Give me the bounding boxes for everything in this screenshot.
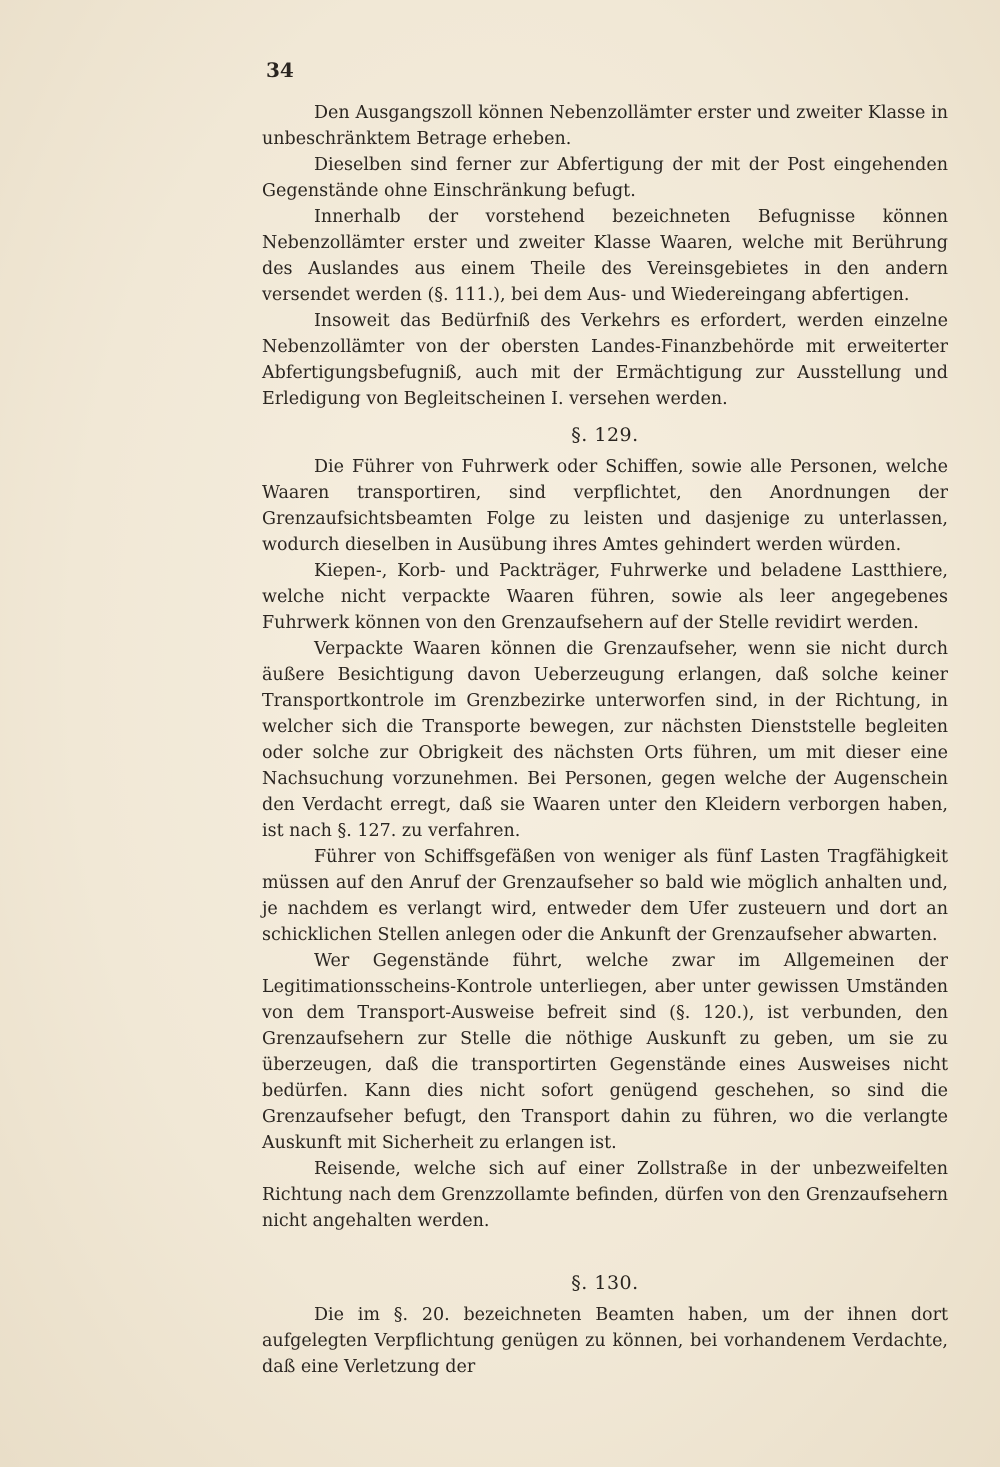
page-number: 34 bbox=[266, 58, 294, 82]
paragraph: Die im §. 20. bezeichneten Beamten haben, um der ihnen dort aufgelegten Verpflichtung genügen zu können, bei vorhandenem Verdachte, daß eine Verletzung der bbox=[262, 1305, 948, 1377]
paragraph: Die Führer von Fuhrwerk oder Schiffen, sowie alle Personen, welche Waaren transportiren, sind verpflichtet, den Anordnungen der Grenzaufsichtsbeamten Folge zu leisten und dasjenige zu unterlassen, wodurch dieselben in Ausübung ihres Amtes gehindert werden würden. bbox=[262, 457, 948, 555]
paragraph: Insoweit das Bedürfniß des Verkehrs es erfordert, werden einzelne Nebenzollämter von der obersten Landes-Finanzbehörde mit erweiterter Abfertigungsbefugniß, auch mit der Ermächtigung zur Ausstellung und Erledigung von Begleitscheinen I. versehen werden. bbox=[262, 311, 948, 409]
paragraph: Den Ausgangszoll können Nebenzollämter erster und zweiter Klasse in unbeschränktem Betrage erheben. bbox=[262, 103, 948, 149]
body-text bbox=[262, 100, 948, 1380]
section-heading: §. 130. bbox=[571, 1272, 639, 1294]
paragraph: Innerhalb der vorstehend bezeichneten Befugnisse können Nebenzollämter erster und zweiter Klasse Waaren, welche mit Berührung des Auslandes aus einem Theile des Vereinsgebietes in den andern versendet werden (§. 111.), bei dem Aus- und Wiedereingang abfertigen. bbox=[262, 207, 948, 305]
paragraph: Verpackte Waaren können die Grenzaufseher, wenn sie nicht durch äußere Besichtigung davon Ueberzeugung erlangen, daß solche keiner Transportkontrole im Grenzbezirke unterworfen sind, in der Richtung, in welcher sich die Transporte bewegen, zur nächsten Dienststelle begleiten oder solche zur Obrigkeit des nächsten Orts führen, um mit dieser eine Nachsuchung vorzunehmen. Bei Personen, gegen welche der Augenschein den Verdacht erregt, daß sie Waaren unter den Kleidern verborgen haben, ist nach §. 127. zu verfahren. bbox=[262, 639, 948, 841]
paragraph: Wer Gegenstände führt, welche zwar im Allgemeinen der Legitimationsscheins-Kontrole unterliegen, aber unter gewissen Umständen von dem Transport-Ausweise befreit sind (§. 120.), ist verbunden, den Grenzaufsehern zur Stelle die nöthige Auskunft zu geben, um sie zu überzeugen, daß die transportirten Gegenstände eines Ausweises nicht bedürfen. Kann dies nicht sofort genügend geschehen, so sind die Grenzaufseher befugt, den Transport dahin zu führen, wo die verlangte Auskunft mit Sicherheit zu erlangen ist. bbox=[262, 951, 948, 1153]
paragraph: Reisende, welche sich auf einer Zollstraße in der unbezweifelten Richtung nach dem Grenzzollamte befinden, dürfen von den Grenzaufsehern nicht angehalten werden. bbox=[262, 1159, 948, 1231]
paragraph: Kiepen-, Korb- und Packträger, Fuhrwerke und beladene Lastthiere, welche nicht verpackte Waaren führen, sowie als leer angegebenes Fuhrwerk können von den Grenzaufsehern auf der Stelle revidirt werden. bbox=[262, 561, 948, 633]
section-heading: §. 129. bbox=[571, 424, 639, 446]
paragraph: Dieselben sind ferner zur Abfertigung der mit der Post eingehenden Gegenstände ohne Einschränkung befugt. bbox=[262, 155, 948, 201]
paragraph: Führer von Schiffsgefäßen von weniger als fünf Lasten Tragfähigkeit müssen auf den Anruf der Grenzaufseher so bald wie möglich anhalten und, je nachdem es verlangt wird, entweder dem Ufer zusteuern und dort an schicklichen Stellen anlegen oder die Ankunft der Grenzaufseher abwarten. bbox=[262, 847, 948, 945]
